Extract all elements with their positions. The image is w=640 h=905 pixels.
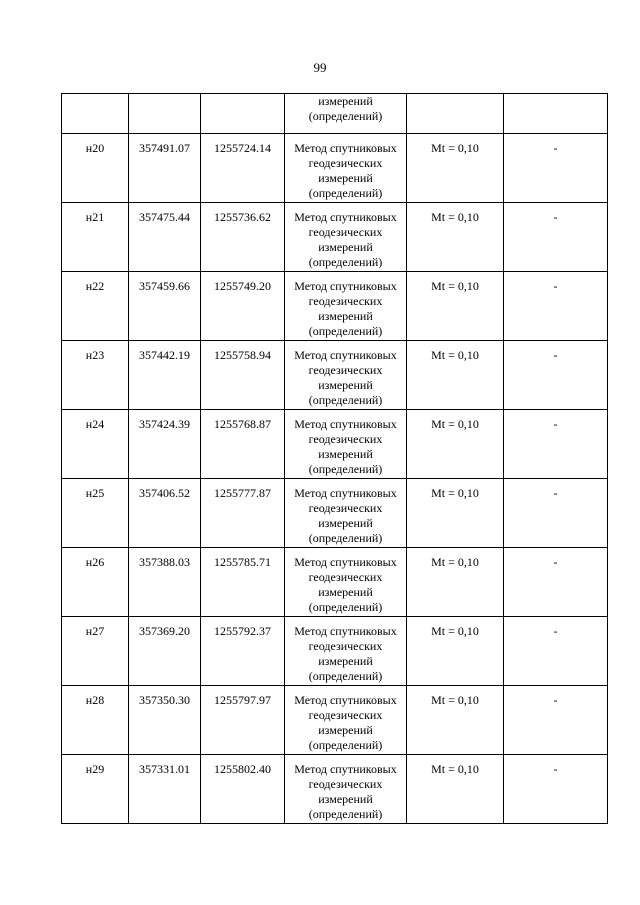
method-line: геодезических — [308, 708, 383, 722]
cell-accuracy: Mt = 0,10 — [407, 272, 504, 341]
method-line: измерений — [318, 792, 373, 806]
cell-note: - — [504, 203, 608, 272]
method-line: измерений — [318, 378, 373, 392]
method-line: измерений — [318, 585, 373, 599]
cell-y: 1255736.62 — [201, 203, 285, 272]
cell-accuracy: Mt = 0,10 — [407, 755, 504, 824]
cell-y: 1255785.71 — [201, 548, 285, 617]
cell-method — [285, 410, 407, 479]
method-line: Метод спутниковых — [294, 348, 397, 362]
method-line: измерений — [318, 516, 373, 530]
cell-point: н29 — [62, 755, 129, 824]
method-line: измерений — [318, 723, 373, 737]
table-row — [62, 410, 608, 479]
cell-method — [285, 94, 407, 134]
cell-point: н20 — [62, 134, 129, 203]
cell-y: 1255797.97 — [201, 686, 285, 755]
cell-accuracy: Mt = 0,10 — [407, 134, 504, 203]
method-line: Метод спутниковых — [294, 210, 397, 224]
method-line: геодезических — [308, 156, 383, 170]
cell-point: н24 — [62, 410, 129, 479]
table-row — [62, 272, 608, 341]
cell-accuracy: Mt = 0,10 — [407, 410, 504, 479]
cell-note: - — [504, 479, 608, 548]
cell-point: н22 — [62, 272, 129, 341]
cell-note: - — [504, 755, 608, 824]
method-line: Метод спутниковых — [294, 141, 397, 155]
cell-point — [62, 94, 129, 134]
method-line: геодезических — [308, 432, 383, 446]
table-row-continuation — [62, 94, 608, 134]
cell-accuracy: Mt = 0,10 — [407, 617, 504, 686]
table-row — [62, 341, 608, 410]
method-line: (определений) — [308, 531, 383, 545]
method-line: геодезических — [308, 363, 383, 377]
cell-note: - — [504, 134, 608, 203]
table-row — [62, 548, 608, 617]
method-line: измерений — [318, 654, 373, 668]
cell-method — [285, 548, 407, 617]
cell-accuracy: Mt = 0,10 — [407, 686, 504, 755]
cell-x: 357388.03 — [129, 548, 201, 617]
method-line: (определений) — [308, 255, 383, 269]
method-line: Метод спутниковых — [294, 624, 397, 638]
method-line: измерений — [318, 171, 373, 185]
method-line: (определений) — [308, 324, 383, 338]
cell-point: н25 — [62, 479, 129, 548]
method-line: Метод спутниковых — [294, 693, 397, 707]
cell-accuracy: Mt = 0,10 — [407, 203, 504, 272]
cell-x: 357475.44 — [129, 203, 201, 272]
cell-point: н28 — [62, 686, 129, 755]
cell-x: 357442.19 — [129, 341, 201, 410]
method-line: Метод спутниковых — [294, 486, 397, 500]
method-line: измерений — [318, 240, 373, 254]
method-line: Метод спутниковых — [294, 417, 397, 431]
method-line: геодезических — [308, 777, 383, 791]
method-line: геодезических — [308, 294, 383, 308]
cell-point: н26 — [62, 548, 129, 617]
cell-note: - — [504, 410, 608, 479]
method-line: (определений) — [308, 462, 383, 476]
cell-y: 1255792.37 — [201, 617, 285, 686]
cell-method — [285, 755, 407, 824]
method-line: (определений) — [308, 109, 383, 123]
cell-note: - — [504, 617, 608, 686]
method-line: геодезических — [308, 570, 383, 584]
cell-method — [285, 203, 407, 272]
coordinates-table — [61, 93, 608, 824]
cell-x: 357491.07 — [129, 134, 201, 203]
cell-y: 1255768.87 — [201, 410, 285, 479]
coordinates-table-body — [62, 94, 608, 824]
cell-method — [285, 617, 407, 686]
table-row — [62, 134, 608, 203]
cell-accuracy: Mt = 0,10 — [407, 548, 504, 617]
cell-y: 1255758.94 — [201, 341, 285, 410]
method-line: Метод спутниковых — [294, 762, 397, 776]
cell-method — [285, 686, 407, 755]
method-line: (определений) — [308, 186, 383, 200]
cell-y: 1255749.20 — [201, 272, 285, 341]
cell-y: 1255802.40 — [201, 755, 285, 824]
cell-accuracy: Mt = 0,10 — [407, 341, 504, 410]
cell-x — [129, 94, 201, 134]
method-line: геодезических — [308, 639, 383, 653]
cell-x: 357424.39 — [129, 410, 201, 479]
method-line: измерений — [318, 309, 373, 323]
cell-accuracy: Mt = 0,10 — [407, 479, 504, 548]
cell-method — [285, 341, 407, 410]
cell-method — [285, 272, 407, 341]
method-line: измерений — [318, 447, 373, 461]
method-line: (определений) — [308, 807, 383, 821]
cell-x: 357406.52 — [129, 479, 201, 548]
cell-x: 357369.20 — [129, 617, 201, 686]
cell-note: - — [504, 272, 608, 341]
cell-note — [504, 94, 608, 134]
cell-note: - — [504, 548, 608, 617]
cell-point: н21 — [62, 203, 129, 272]
table-row — [62, 686, 608, 755]
cell-point: н23 — [62, 341, 129, 410]
table-row — [62, 617, 608, 686]
cell-x: 357459.66 — [129, 272, 201, 341]
table-row — [62, 479, 608, 548]
cell-accuracy — [407, 94, 504, 134]
cell-point: н27 — [62, 617, 129, 686]
cell-note: - — [504, 686, 608, 755]
method-line: геодезических — [308, 501, 383, 515]
table-row — [62, 755, 608, 824]
cell-y — [201, 94, 285, 134]
method-line: (определений) — [308, 393, 383, 407]
cell-x: 357331.01 — [129, 755, 201, 824]
cell-note: - — [504, 341, 608, 410]
method-line: Метод спутниковых — [294, 279, 397, 293]
cell-y: 1255777.87 — [201, 479, 285, 548]
method-line: (определений) — [308, 600, 383, 614]
cell-y: 1255724.14 — [201, 134, 285, 203]
method-line: (определений) — [308, 738, 383, 752]
method-line: Метод спутниковых — [294, 555, 397, 569]
method-line: геодезических — [308, 225, 383, 239]
table-row — [62, 203, 608, 272]
cell-method — [285, 479, 407, 548]
cell-method — [285, 134, 407, 203]
cell-x: 357350.30 — [129, 686, 201, 755]
method-line: измерений — [318, 94, 373, 108]
page-number: 99 — [313, 60, 327, 75]
method-line: (определений) — [308, 669, 383, 683]
